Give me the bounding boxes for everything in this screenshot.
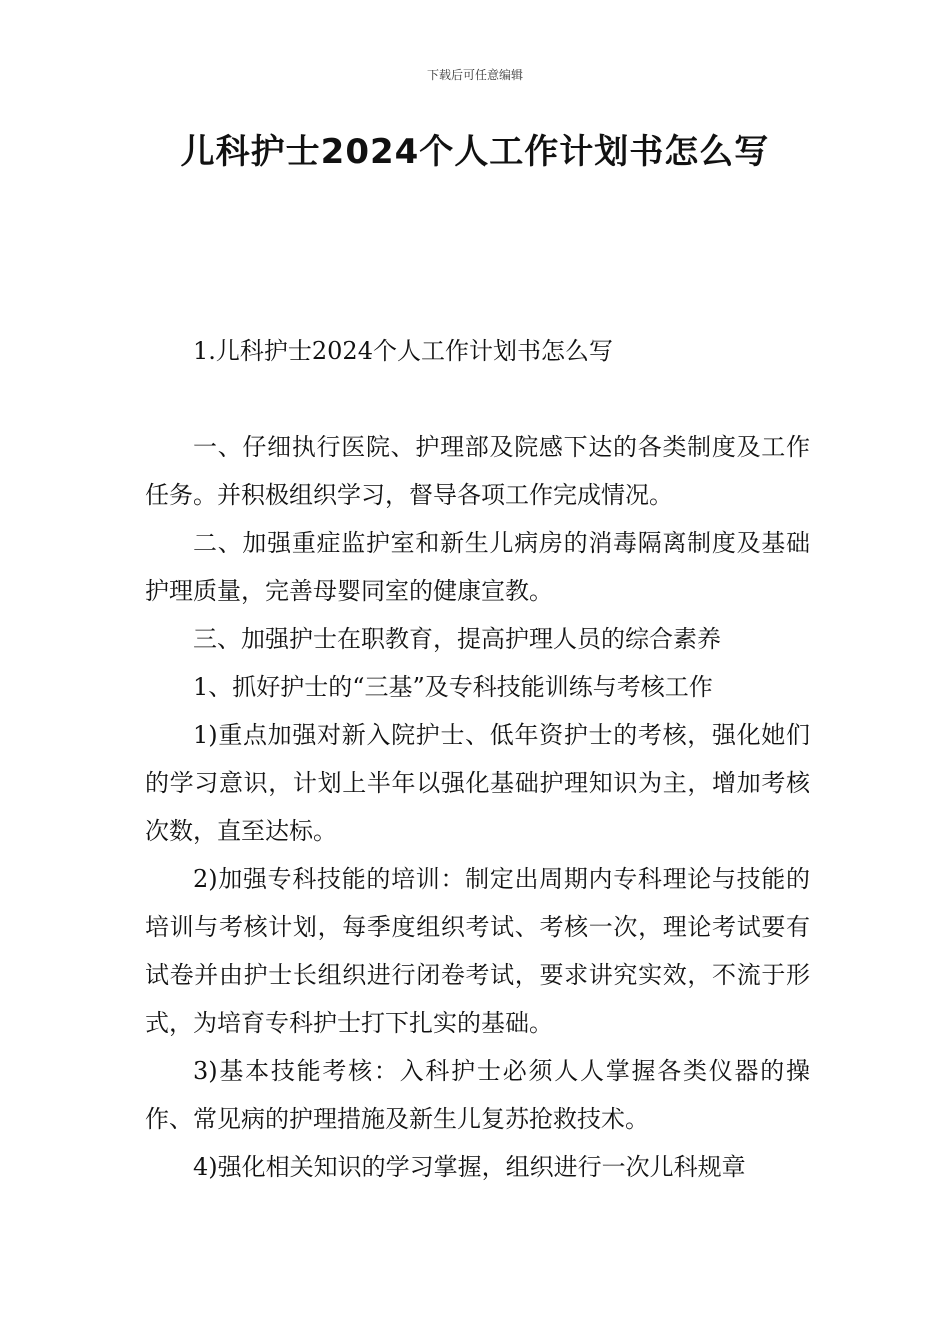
paragraph: 2)加强专科技能的培训：制定出周期内专科理论与技能的培训与考核计划，每季度组织考试、考核一次，理论考试要有试卷并由护士长组织进行闭卷考试，要求讲究实效，不流于形式，为培育专科护士打下扎实的基础。 (145, 865, 810, 1037)
section-heading: 1.儿科护士2024个人工作计划书怎么写 (193, 337, 613, 365)
document-body (145, 327, 810, 1191)
document-title: 儿科护士2024个人工作计划书怎么写 (180, 132, 770, 172)
paragraph: 1、抓好护士的“三基”及专科技能训练与考核工作 (193, 673, 713, 701)
header-note: 下载后可任意编辑 (426, 68, 523, 82)
paragraph: 1)重点加强对新入院护士、低年资护士的考核，强化她们的学习意识，计划上半年以强化基础护理知识为主，增加考核次数，直至达标。 (145, 721, 810, 845)
paragraph: 一、仔细执行医院、护理部及院感下达的各类制度及工作任务。并积极组织学习，督导各项工作完成情况。 (145, 433, 810, 509)
paragraph: 4)强化相关知识的学习掌握，组织进行一次儿科规章 (193, 1153, 746, 1181)
paragraph: 二、加强重症监护室和新生儿病房的消毒隔离制度及基础护理质量，完善母婴同室的健康宣教。 (145, 529, 810, 605)
paragraph: 3)基本技能考核：入科护士必须人人掌握各类仪器的操作、常见病的护理措施及新生儿复苏抢救技术。 (145, 1057, 810, 1133)
paragraph: 三、加强护士在职教育，提高护理人员的综合素养 (193, 625, 721, 653)
